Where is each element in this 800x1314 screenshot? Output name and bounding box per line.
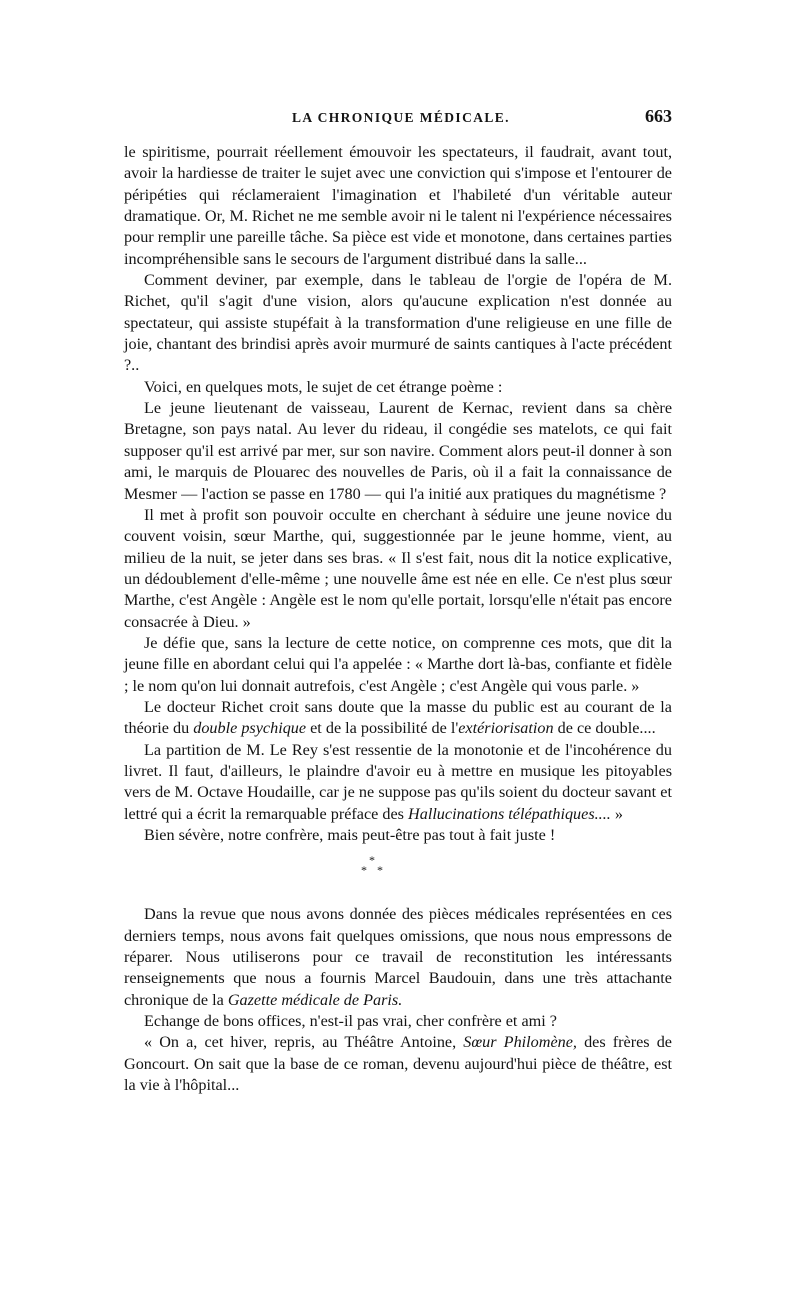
- text-run: »: [610, 804, 623, 823]
- article-body: [124, 142, 672, 1096]
- page-header: [124, 106, 672, 130]
- text-run: Dans la revue que nous avons donnée des pièces médicales représentées en ces derniers temps, nous avons fait quelques omissions, que nous nous empressons de réparer. Nous utiliserons pour ce travail de reconstitution les intéressants renseignements que nous a fournis Marcel Baudouin, dans une très attachante chronique de la: [124, 905, 672, 1009]
- paragraph: [124, 904, 672, 1011]
- paragraph: Comment deviner, par exemple, dans le tableau de l'orgie de l'opéra de M. Richet, qu'il s'agit d'une vision, alors qu'aucune explication n'est donnée au spectateur, qui assiste stupéfait à la transformation d'une religieuse en une fille de joie, chantant des brindisi après avoir murmuré de saints cantiques à l'acte précédent ?..: [124, 271, 672, 375]
- asterisk: *: [369, 853, 375, 868]
- text-run: « On a, cet hiver, repris, au Théâtre Antoine,: [144, 1033, 464, 1052]
- paragraph: Bien sévère, notre confrère, mais peut-être pas tout à fait juste !: [144, 826, 556, 844]
- text-run: La partition de M. Le Rey s'est ressentie de la monotonie et de l'incohérence du livret. Il faut, d'ailleurs, le plaindre d'avoir eu à mettre en musique les pitoyables vers de M. Octave Houdaille, car je ne suppose pas qu'ils soient du docteur savant et lettré qui a écrit la remarquable préface des: [124, 740, 672, 823]
- paragraph: [124, 740, 672, 825]
- page-number: 663: [645, 106, 672, 126]
- text-run: de ce double....: [553, 719, 656, 738]
- italic-term: double psychique: [193, 719, 307, 738]
- paragraph: le spiritisme, pourrait réellement émouvoir les spectateurs, il faudrait, avant tout, avoir la hardiesse de traiter le sujet avec une conviction qui s'impose et l'entourer de péripéties qui réclameraient l'imagination et l'habileté d'un véritable auteur dramatique. Or, M. Richet ne me semble avoir ni le talent ni l'expérience nécessaires pour remplir une pareille tâche. Sa pièce est vide et monotone, dans certaines parties incompréhensible sans le secours de l'argument distribué dans la salle...: [124, 143, 672, 268]
- text-run: des frères de Goncourt. On sait que la base de ce roman, devenu aujourd'hui pièce de théâtre, est la vie à l'hôpital...: [124, 1033, 672, 1095]
- paragraph: [124, 1032, 672, 1096]
- paragraph: Il met à profit son pouvoir occulte en cherchant à séduire une jeune novice du couvent voisin, sœur Marthe, qui, suggestionnée par le jeune homme, vient, au milieu de la nuit, se jeter dans ses bras. « Il s'est fait, nous dit la notice explicative, un dédoublement d'elle-même ; une nouvelle âme est née en elle. Ce n'est plus sœur Marthe, c'est Angèle : Angèle est le nom qu'elle portait, lorsqu'elle n'était pas encore consacrée à Dieu. »: [124, 505, 672, 631]
- text-run: Le docteur Richet croit sans doute que la masse du public est au courant de la théorie du: [124, 697, 672, 738]
- asterism: [360, 854, 390, 884]
- paragraph: Voici, en quelques mots, le sujet de cet étrange poème :: [144, 377, 503, 396]
- italic-term: extériorisation: [458, 719, 554, 738]
- asterisk: *: [377, 863, 383, 878]
- asterisk: *: [361, 863, 367, 878]
- section-break: [124, 846, 672, 904]
- paragraph: Je défie que, sans la lecture de cette notice, on comprenne ces mots, que dit la jeune fille en abordant celui qui l'a appelée : « Marthe dort là-bas, confiante et fidèle ; le nom qu'on lui donnait autrefois, c'est Angèle ; c'est Angèle qui vous parle. »: [124, 633, 672, 695]
- paragraph: Le jeune lieutenant de vaisseau, Laurent de Kernac, revient dans sa chère Bretagne, son pays natal. Au lever du rideau, il congédie ses matelots, ce qui fait supposer qu'il est arrivé par mer, sur son navire. Comment alors peut-il donner à son ami, le marquis de Plouarec des nouvelles de Paris, où il a fait la connaissance de Mesmer — l'action se passe en 1780 — qui l'a initié aux pratiques du magnétisme ?: [124, 399, 672, 503]
- running-head: LA CHRONIQUE MÉDICALE.: [292, 110, 510, 125]
- italic-title: Gazette médicale de Paris.: [227, 990, 403, 1009]
- italic-title: Sœur Philomène,: [463, 1033, 577, 1052]
- paragraph: [124, 697, 672, 740]
- text-run: et de la possibilité de l': [306, 719, 459, 738]
- paragraph: Echange de bons offices, n'est-il pas vrai, cher confrère et ami ?: [144, 1012, 557, 1031]
- italic-title: Hallucinations télépathiques....: [408, 804, 611, 823]
